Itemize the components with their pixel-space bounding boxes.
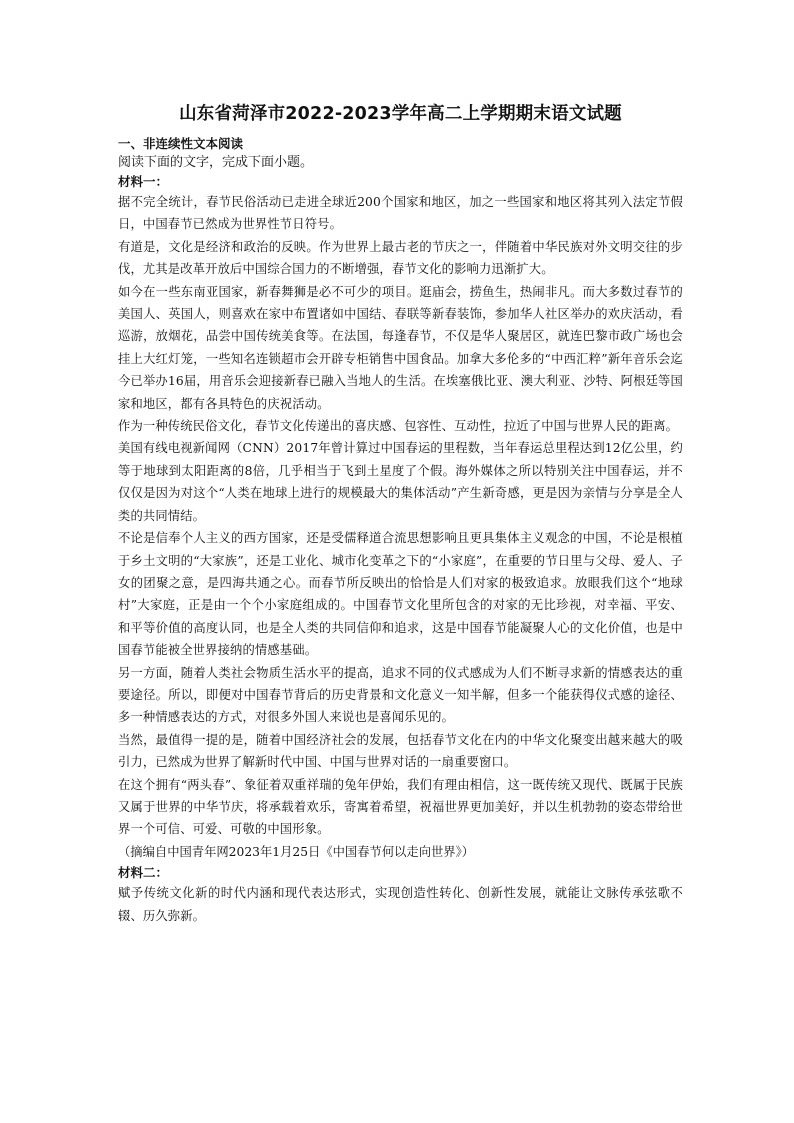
material-one-paragraph: 另一方面，随着人类社会物质生活水平的提高，追求不同的仪式感成为人们不断寻求新的情感表达的重要途径。所以，即便对中国春节背后的历史背景和文化意义一知半解，但多一个能获得仪式感的途径、多一种情感表达的方式，对很多外国人来说也是喜闻乐见的。 [118,665,683,725]
material-one-paragraph: 如今在一些东南亚国家，新春舞狮是必不可少的项目。逛庙会，捞鱼生，热闹非凡。而大多数过春节的美国人、英国人，则喜欢在家中布置诸如中国结、春联等新春装饰，参加华人社区举办的欢庆活动，看巡游，放烟花，品尝中国传统美食等。在法国，每逢春节，不仅是华人聚居区，就连巴黎市政广场也会挂上大红灯笼，一些知名连锁超市会开辟专柜销售中国食品。加拿大多伦多的“中西汇粹”新年音乐会迄今已举办16届，用音乐会迎接新春已融入当地人的生活。在埃塞俄比亚、澳大利亚、沙特、阿根廷等国家和地区，都有各具特色的庆祝活动。 [118,284,683,411]
material-one-source: （摘编自中国青年网2023年1月25日《中国春节何以走向世界》） [118,844,475,859]
material-one-paragraph: 有道是，文化是经济和政治的反映。作为世界上最古老的节庆之一，伴随着中华民族对外文明交往的步伐，尤其是改革开放后中国综合国力的不断增强，春节文化的影响力迅渐扩大。 [118,239,683,277]
material-two-heading: 材料二： [118,865,169,881]
material-one-paragraph: 美国有线电视新闻网（CNN）2017年曾计算过中国春运的里程数，当年春运总里程达到12亿公里，约等于地球到太阳距离的8倍，几乎相当于飞到土星度了个假。海外媒体之所以特别关注中国春运，并不仅仅是因为对这个“人类在地球上进行的规模最大的集体活动”产生新奇感，更是因为亲情与分享是全人类的共同情结。 [118,441,683,523]
material-one-paragraph: 作为一种传统民俗文化，春节文化传递出的喜庆感、包容性、互动性，拉近了中国与世界人民的距离。 [118,419,679,434]
material-one-paragraph: 据不完全统计，春节民俗活动已走进全球近200个国家和地区，加之一些国家和地区将其列入法定节假日，中国春节已然成为世界性节日符号。 [118,195,683,232]
material-one-paragraph: 不论是信奉个人主义的西方国家，还是受儒释道合流思想影响且更具集体主义观念的中国，不论是根植于乡土文明的“大家族”，还是工业化、城市化变革之下的“小家庭”，在重要的节日里与父母、爱人、子女的团聚之意，是四海共通之心。而春节所反映出的恰恰是人们对家的极致追求。放眼我们这个“地球村”大家庭，正是由一个个小家庭组成的。中国春节文化里所包含的对家的无比珍视，对幸福、平安、和平等价值的高度认同，也是全人类的共同信仰和追求，这是中国春节能凝聚人心的文化价值，也是中国春节能被全世界接纳的情感基础。 [118,531,683,658]
document-title: 山东省菏泽市2022-2023学年高二上学期期末语文试题 [179,104,622,124]
material-two-paragraph: 赋予传统文化新的时代内涵和现代表达形式，实现创造性转化、创新性发展，就能让文脉传承弦歌不辍、历久弥新。 [118,886,683,923]
document-page [118,102,683,927]
section-heading: 一、非连续性文本阅读 [118,136,244,151]
reading-instruction: 阅读下面的文字，完成下面小题。 [118,155,314,170]
material-one-paragraph: 当然，最值得一提的是，随着中国经济社会的发展，包括春节文化在内的中华文化聚变出越来越大的吸引力，已然成为世界了解新时代中国、中国与世界对话的一扇重要窗口。 [118,732,683,770]
material-one-paragraph: 在这个拥有“两头春”、象征着双重祥瑞的兔年伊始，我们有理由相信，这一既传统又现代、既属于民族又属于世界的中华节庆，将承载着欢乐，寄寓着希望，祝福世界更加美好，并以生机勃勃的姿态带给世界一个可信、可爱、可敬的中国形象。 [118,777,683,837]
material-one-heading: 材料一： [118,174,169,189]
